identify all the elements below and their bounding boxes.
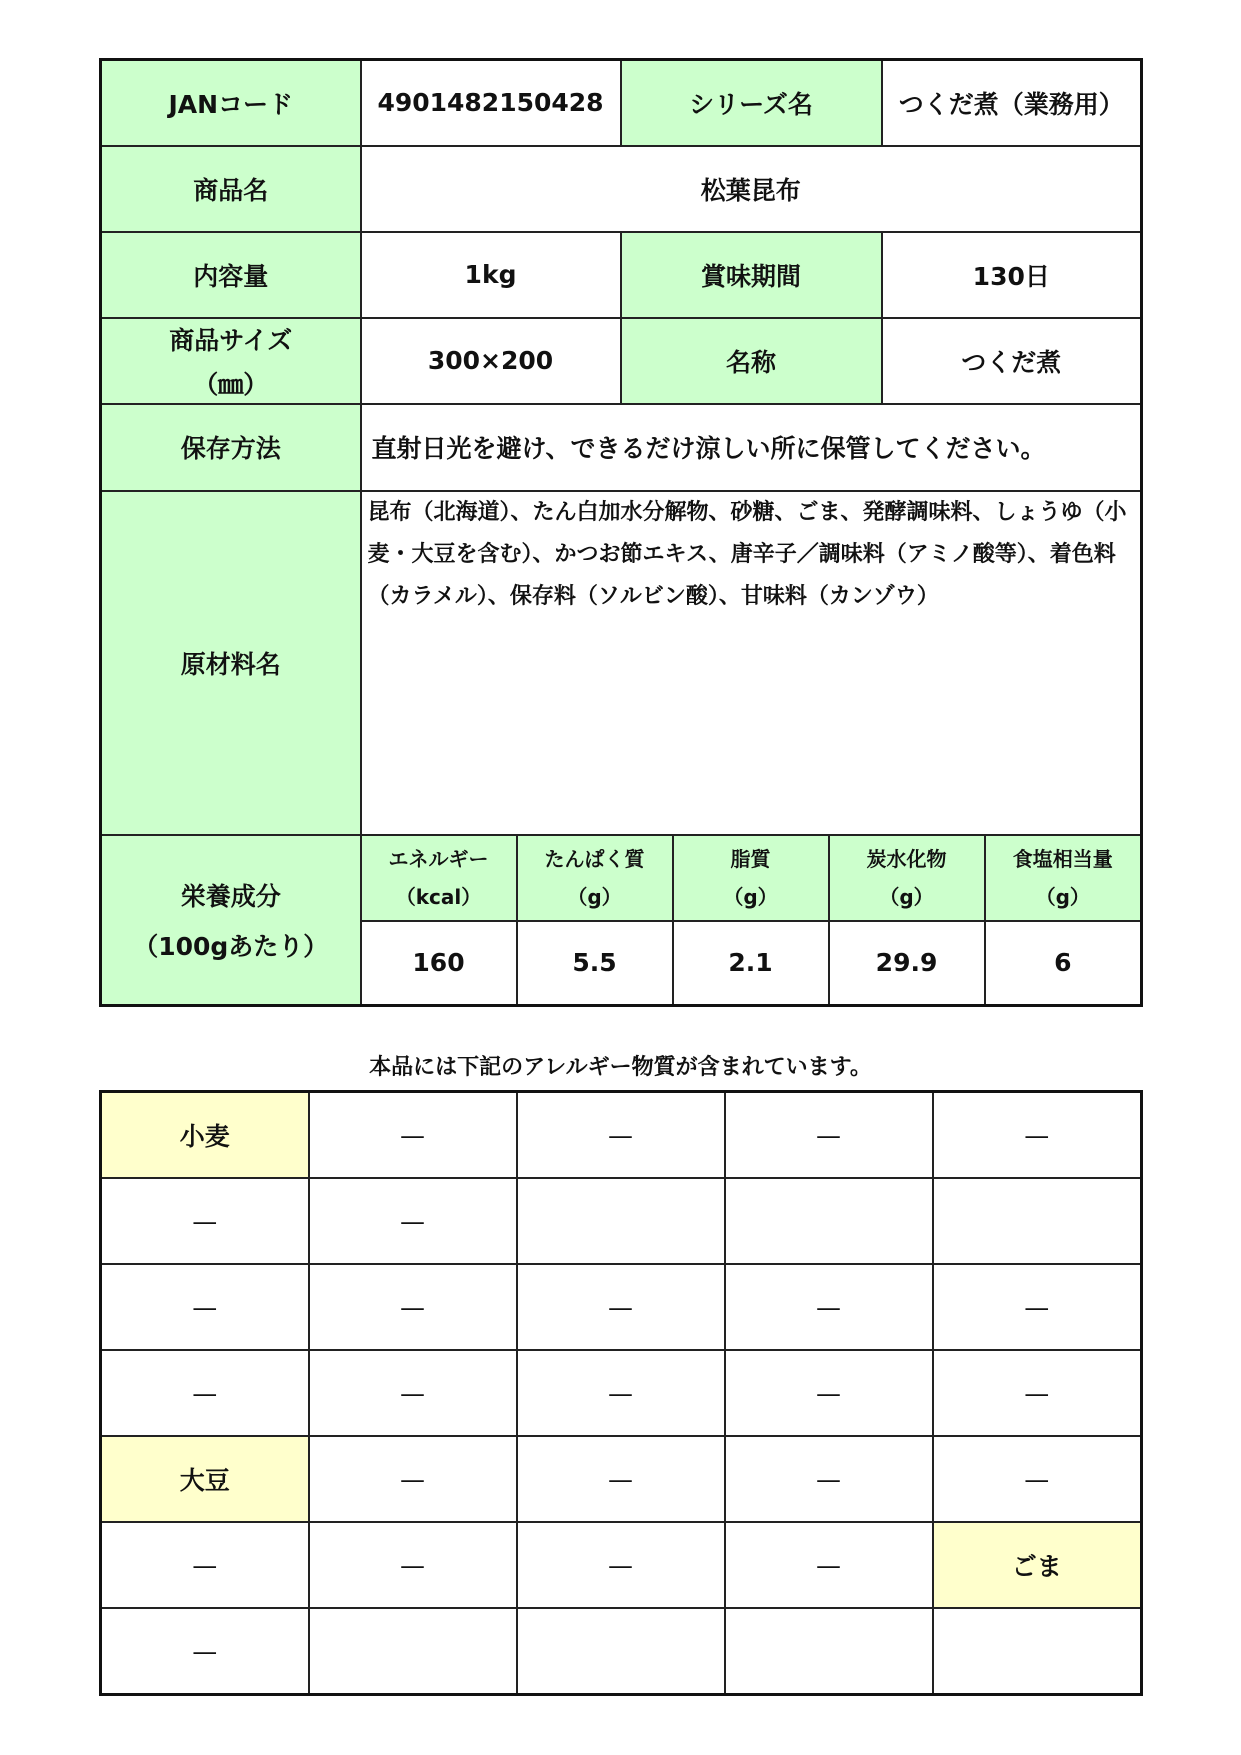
name-value: つくだ煮	[882, 318, 1142, 404]
content-value: 1kg	[361, 232, 621, 318]
allergy-cell: —	[101, 1522, 309, 1608]
allergy-cell: —	[101, 1350, 309, 1436]
allergy-cell: —	[517, 1092, 725, 1179]
allergy-cell: —	[725, 1350, 933, 1436]
allergy-cell: —	[309, 1436, 517, 1522]
allergy-cell: —	[101, 1608, 309, 1695]
allergy-cell: —	[725, 1264, 933, 1350]
allergy-row	[101, 1264, 1142, 1350]
size-label-unit: （㎜）	[193, 369, 269, 399]
nutrient-value-salt: 6	[985, 921, 1142, 1006]
allergy-cell: —	[101, 1264, 309, 1350]
storage-label: 保存方法	[101, 404, 361, 491]
nutrient-unit: （g）	[1035, 884, 1090, 909]
nutrient-header-energy	[361, 835, 517, 921]
size-label	[101, 318, 361, 404]
allergy-cell	[933, 1178, 1142, 1264]
allergy-row	[101, 1522, 1142, 1608]
jan-label: JANコード	[101, 60, 361, 146]
allergy-row	[101, 1178, 1142, 1264]
allergy-cell: —	[933, 1264, 1142, 1350]
nutrient-header-protein	[517, 835, 673, 921]
nutrient-value-protein: 5.5	[517, 921, 673, 1006]
storage-value: 直射日光を避け、できるだけ涼しい所に保管してください。	[361, 404, 1142, 491]
allergy-cell: —	[725, 1436, 933, 1522]
shelf-life-label: 賞味期間	[621, 232, 882, 318]
allergy-cell: —	[725, 1522, 933, 1608]
ingredients-label: 原材料名	[101, 491, 361, 835]
nutrient-header-fat	[673, 835, 829, 921]
allergy-cell: —	[725, 1092, 933, 1179]
nutrient-unit: （kcal）	[395, 884, 482, 909]
nutrient-unit: （g）	[567, 884, 622, 909]
content-label: 内容量	[101, 232, 361, 318]
allergy-cell: —	[933, 1350, 1142, 1436]
series-label: シリーズ名	[621, 60, 882, 146]
nutrient-value-fat: 2.1	[673, 921, 829, 1006]
allergy-cell: —	[517, 1436, 725, 1522]
allergy-cell: 大豆	[101, 1436, 309, 1522]
nutrient-header-salt	[985, 835, 1142, 921]
allergy-cell: —	[517, 1522, 725, 1608]
allergy-cell: —	[101, 1178, 309, 1264]
allergy-cell	[725, 1178, 933, 1264]
nutrition-label-basis: （100gあたり）	[133, 931, 329, 961]
allergy-cell	[309, 1608, 517, 1695]
allergy-cell: —	[933, 1436, 1142, 1522]
shelf-life-value: 130日	[882, 232, 1142, 318]
allergy-cell: —	[517, 1350, 725, 1436]
nutrient-unit: （g）	[723, 884, 778, 909]
allergy-cell: —	[309, 1092, 517, 1179]
allergy-cell	[517, 1178, 725, 1264]
nutrition-label-main: 栄養成分	[180, 881, 281, 911]
nutrition-label	[101, 835, 361, 1006]
allergy-cell: —	[309, 1264, 517, 1350]
nutrient-name: エネルギー	[388, 846, 489, 871]
product-name-value: 松葉昆布	[361, 146, 1142, 232]
allergy-cell: 小麦	[101, 1092, 309, 1179]
product-name-label: 商品名	[101, 146, 361, 232]
allergy-row	[101, 1436, 1142, 1522]
size-label-main: 商品サイズ	[169, 325, 293, 355]
nutrient-value-carbs: 29.9	[829, 921, 985, 1006]
nutrient-name: 炭水化物	[866, 846, 947, 871]
ingredients-value: 昆布（北海道）、たん白加水分解物、砂糖、ごま、発酵調味料、しょうゆ（小麦・大豆を含む）、かつお節エキス、唐辛子／調味料（アミノ酸等）、着色料（カラメル）、保存料（ソルビン酸）、甘味料（カンゾウ）	[361, 491, 1142, 835]
size-value: 300×200	[361, 318, 621, 404]
allergy-cell	[517, 1608, 725, 1695]
allergy-row	[101, 1608, 1142, 1695]
series-value: つくだ煮（業務用）	[882, 60, 1142, 146]
nutrient-value-energy: 160	[361, 921, 517, 1006]
allergy-cell: —	[309, 1350, 517, 1436]
allergy-row	[101, 1350, 1142, 1436]
allergy-caption: 本品には下記のアレルギー物質が含まれています。	[369, 1055, 872, 1080]
allergy-row	[101, 1092, 1142, 1179]
nutrient-name: 脂質	[730, 846, 771, 871]
name-label: 名称	[621, 318, 882, 404]
allergy-cell: ごま	[933, 1522, 1142, 1608]
allergy-cell: —	[309, 1178, 517, 1264]
allergy-cell	[933, 1608, 1142, 1695]
allergy-cell	[725, 1608, 933, 1695]
allergy-cell: —	[933, 1092, 1142, 1179]
allergy-cell: —	[517, 1264, 725, 1350]
nutrient-name: 食塩相当量	[1012, 846, 1113, 871]
allergy-cell: —	[309, 1522, 517, 1608]
allergy-table	[99, 1090, 1143, 1696]
jan-value: 4901482150428	[361, 60, 621, 146]
product-spec-table	[99, 58, 1143, 1007]
nutrient-unit: （g）	[879, 884, 934, 909]
nutrient-header-carbs	[829, 835, 985, 921]
nutrient-name: たんぱく質	[544, 846, 645, 871]
